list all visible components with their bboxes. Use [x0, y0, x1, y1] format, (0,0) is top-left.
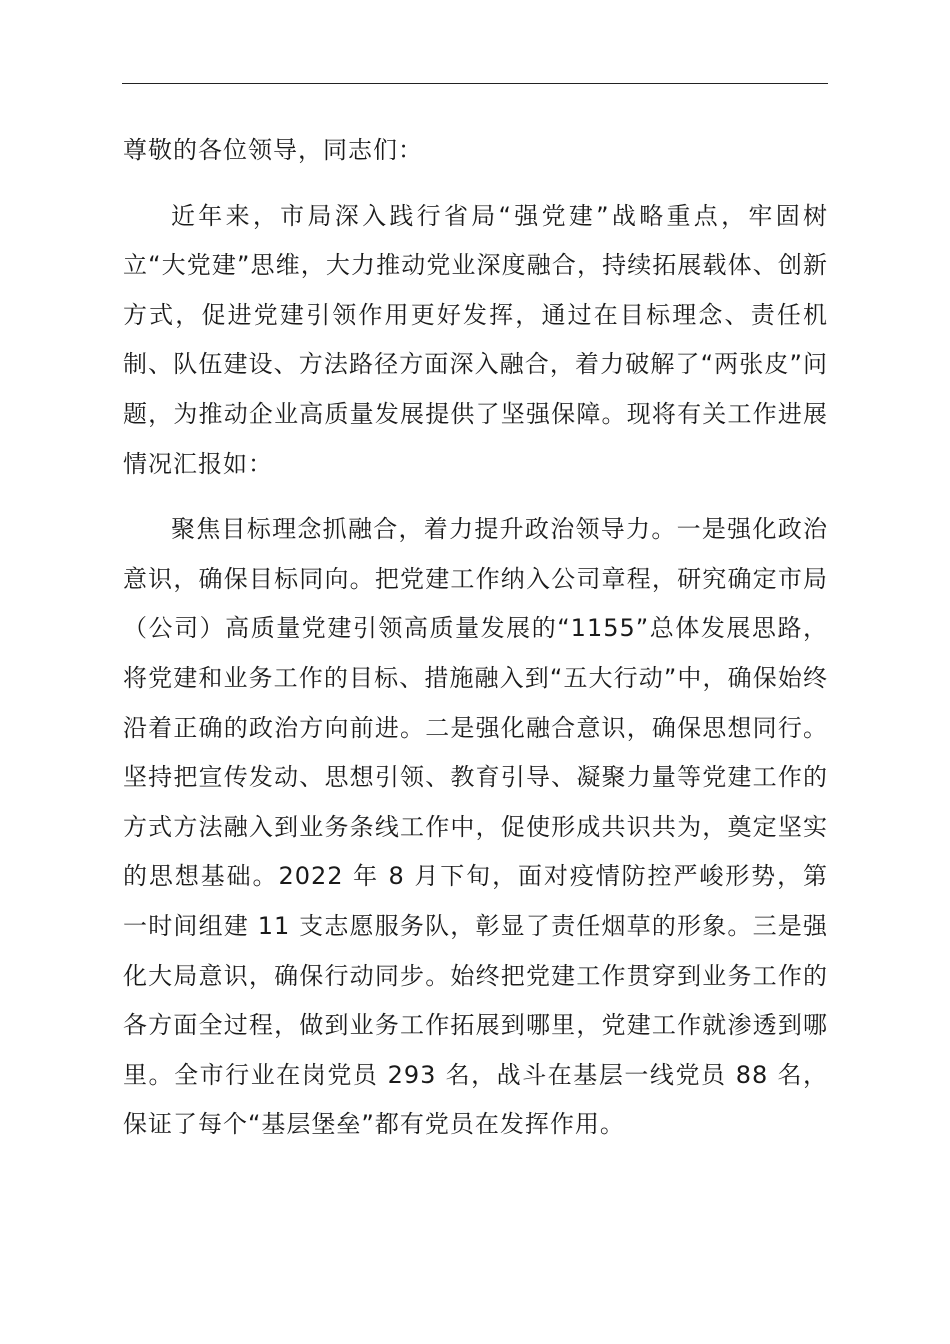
document-body: [123, 126, 828, 1150]
paragraph-intro: 近年来，市局深入践行省局“强党建”战略重点，牢固树立“大党建”思维，大力推动党业深度融合，持续拓展载体、创新方式，促进党建引领作用更好发挥，通过在目标理念、责任机制、队伍建设、方法路径方面深入融合，着力破解了“两张皮”问题，为推动企业高质量发展提供了坚强保障。现将有关工作进展情况汇报如：: [123, 201, 828, 478]
salutation: 尊敬的各位领导，同志们：: [123, 136, 423, 164]
header-rule: [122, 83, 828, 84]
paragraph-target-concept: 聚焦目标理念抓融合，着力提升政治领导力。一是强化政治意识，确保目标同向。把党建工作纳入公司章程，研究确定市局（公司）高质量党建引领高质量发展的“1155”总体发展思路，将党建和业务工作的目标、措施融入到“五大行动”中，确保始终沿着正确的政治方向前进。二是强化融合意识，确保思想同行。坚持把宣传发动、思想引领、教育引导、凝聚力量等党建工作的方式方法融入到业务条线工作中，促使形成共识共为，奠定坚实的思想基础。2022 年 8 月下旬，面对疫情防控严峻形势，第一时间组建 11 支志愿服务队，彰显了责任烟草的形象。三是强化大局意识，确保行动同步。始终把党建工作贯穿到业务工作的各方面全过程，做到业务工作拓展到哪里，党建工作就渗透到哪里。全市行业在岗党员 293 名，战斗在基层一线党员 88 名，保证了每个“基层堡垒”都有党员在发挥作用。: [123, 515, 828, 1139]
